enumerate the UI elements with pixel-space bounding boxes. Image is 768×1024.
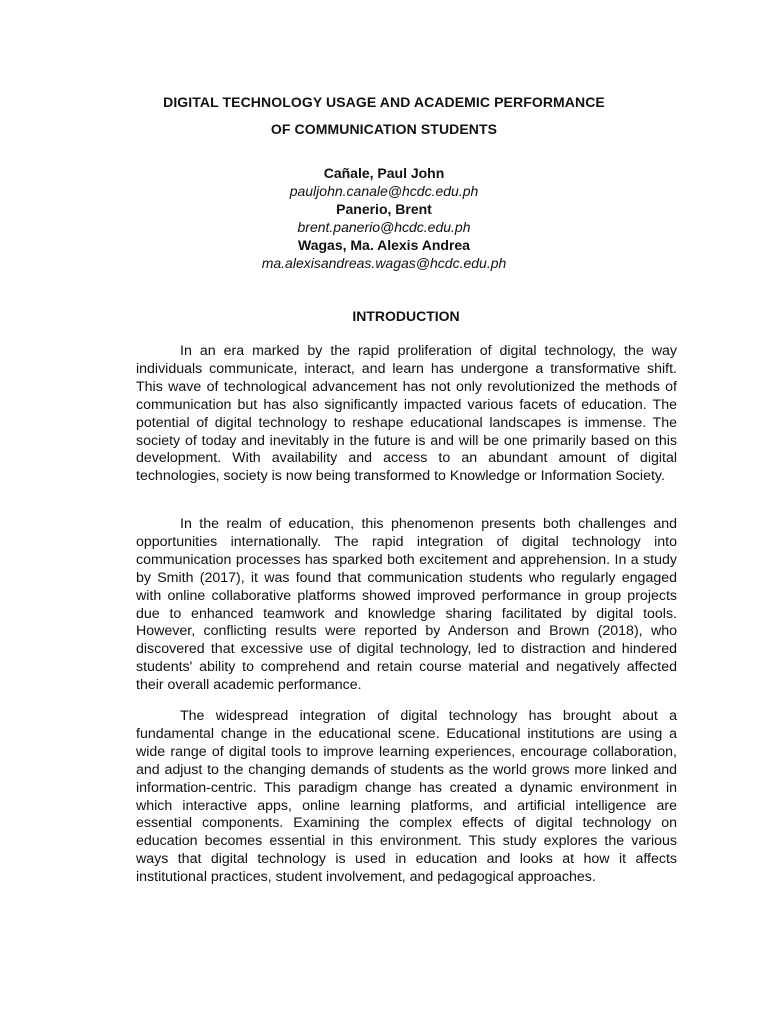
author-email-3: ma.alexisandreas.wagas@hcdc.edu.ph xyxy=(261,255,507,271)
author-name-2: Panerio, Brent xyxy=(336,201,432,217)
paper-title-line-1: DIGITAL TECHNOLOGY USAGE AND ACADEMIC PERFORMANCE xyxy=(163,94,605,110)
section-heading-introduction: INTRODUCTION xyxy=(352,308,460,324)
intro-paragraph-2: In the realm of education, this phenomenon presents both challenges and opportunities internationally. The rapid integration of digital technology into communication processes has sparked both excitement and apprehension. In a study by Smith (2017), it was found that communication students who regularly engaged with online collaborative platforms showed improved performance in group projects due to enhanced teamwork and knowledge sharing facilitated by digital tools. However, conflicting results were reported by Anderson and Brown (2018), who discovered that excessive use of digital technology, led to distraction and hindered students' ability to comprehend and retain course material and negatively affected their overall academic performance. xyxy=(136,516,677,694)
author-name-3: Wagas, Ma. Alexis Andrea xyxy=(298,237,470,253)
author-email-1: pauljohn.canale@hcdc.edu.ph xyxy=(289,183,479,199)
author-email-2: brent.panerio@hcdc.edu.ph xyxy=(297,219,471,235)
paper-title-line-2: OF COMMUNICATION STUDENTS xyxy=(270,121,498,137)
intro-paragraph-1: In an era marked by the rapid proliferation of digital technology, the way individuals communicate, interact, and learn has undergone a transformative shift. This wave of technological advancement has not only revolutionized the methods of communication but has also significantly impacted various facets of education. The potential of digital technology to reshape educational landscapes is immense. The society of today and inevitably in the future is and will be one primarily based on this development. With availability and access to an abundant amount of digital technologies, society is now being transformed to Knowledge or Information Society. xyxy=(136,343,677,485)
author-name-1: Cañale, Paul John xyxy=(323,165,445,181)
intro-paragraph-3: The widespread integration of digital technology has brought about a fundamental change in the educational scene. Educational institutions are using a wide range of digital tools to improve learning experiences, encourage collaboration, and adjust to the changing demands of students as the world grows more linked and information-centric. This paradigm change has created a dynamic environment in which interactive apps, online learning platforms, and artificial intelligence are essential components. Examining the complex effects of digital technology on education becomes essential in this environment. This study explores the various ways that digital technology is used in education and looks at how it affects institutional practices, student involvement, and pedagogical approaches. xyxy=(136,708,677,886)
